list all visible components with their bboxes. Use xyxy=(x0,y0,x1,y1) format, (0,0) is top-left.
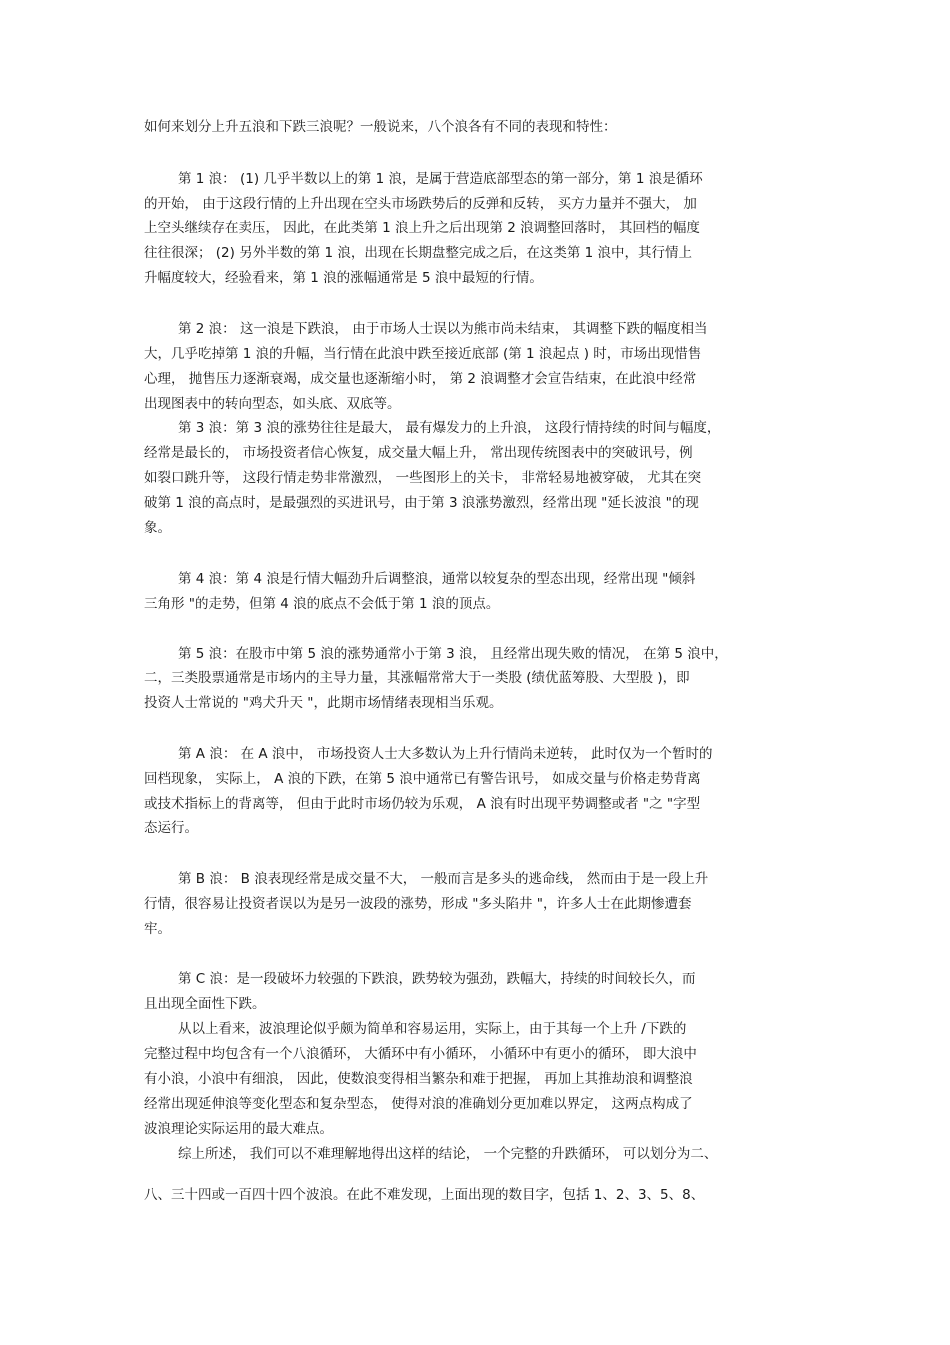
intro-line: 如何来划分上升五浪和下跌三浪呢？一般说来，八个浪各有不同的表现和特性： xyxy=(144,119,617,135)
wave3-line-4: 破第 1 浪的高点时，是最强烈的买进讯号，由于第 3 浪涨势激烈，经常出现 "延长波浪 "的现 xyxy=(144,495,699,511)
waveB-line-3: 牢。 xyxy=(144,921,171,937)
summary-line-4: 经常出现延伸浪等变化型态和复杂型态， 使得对浪的准确划分更加难以界定， 这两点构成了 xyxy=(144,1096,693,1112)
waveA-line-1: 第 A 浪： 在 A 浪中， 市场投资人士大多数认为上升行情尚未逆转， 此时仅为一个暂时的 xyxy=(178,746,713,762)
wave5-line-3: 投资人士常说的 "鸡犬升天 "，此期市场情绪表现相当乐观。 xyxy=(144,695,503,711)
waveB-line-1: 第 B 浪： B 浪表现经常是成交量不大， 一般而言是多头的逃命线， 然而由于是一段上升 xyxy=(178,871,709,887)
wave2-line-3: 心理， 抛售压力逐渐衰竭，成交量也逐渐缩小时， 第 2 浪调整才会宣告结束，在此浪中经常 xyxy=(144,371,697,387)
wave5-line-1: 第 5 浪：在股市中第 5 浪的涨势通常小于第 3 浪， 且经常出现失败的情况， 在第 5 浪中， xyxy=(178,646,728,662)
wave1-line-4: 往往很深； (2) 另外半数的第 1 浪，出现在长期盘整完成之后，在这类第 1 浪中，其行情上 xyxy=(144,245,693,261)
waveB-line-2: 行情，很容易让投资者误以为是另一波段的涨势，形成 "多头陷井 "，许多人士在此期惨遭套 xyxy=(144,896,692,912)
waveA-line-4: 态运行。 xyxy=(144,820,198,836)
wave4-line-2: 三角形 "的走势，但第 4 浪的底点不会低于第 1 浪的顶点。 xyxy=(144,596,500,612)
wave1-line-5: 升幅度较大，经验看来，第 1 浪的涨幅通常是 5 浪中最短的行情。 xyxy=(144,270,543,286)
summary-line-2: 完整过程中均包含有一个八浪循环， 大循环中有小循环， 小循环中有更小的循环， 即大浪中 xyxy=(144,1046,697,1062)
summary-line-3: 有小浪，小浪中有细浪， 因此，使数浪变得相当繁杂和难于把握， 再加上其推劫浪和调整浪 xyxy=(144,1071,693,1087)
wave1-line-1: 第 1 浪： (1) 几乎半数以上的第 1 浪，是属于营造底部型态的第一部分，第 1 浪是循环 xyxy=(178,171,703,187)
wave3-line-2: 经常是最长的， 市场投资者信心恢复，成交量大幅上升， 常出现传统图表中的突破讯号，例 xyxy=(144,445,693,461)
conclusion-line-2: 八、三十四或一百四十四个波浪。在此不难发现，上面出现的数目字，包括 1、2、3、5、8、 xyxy=(144,1187,705,1203)
waveA-line-3: 或技术指标上的背离等， 但由于此时市场仍较为乐观， A 浪有时出现平势调整或者 "之 "字型 xyxy=(144,796,701,812)
wave3-line-5: 象。 xyxy=(144,520,171,536)
wave1-line-3: 上空头继续存在卖压， 因此，在此类第 1 浪上升之后出现第 2 浪调整回落时， 其回档的幅度 xyxy=(144,220,700,236)
wave2-line-4: 出现图表中的转向型态，如头底、双底等。 xyxy=(144,396,401,412)
wave4-line-1: 第 4 浪：第 4 浪是行情大幅劲升后调整浪，通常以较复杂的型态出现，经常出现 "倾斜 xyxy=(178,571,696,587)
waveC-line-1: 第 C 浪：是一段破坏力较强的下跌浪，跌势较为强劲，跌幅大，持续的时间较长久，而 xyxy=(178,971,696,987)
summary-line-1: 从以上看来，波浪理论似乎颇为简单和容易运用，实际上，由于其每一个上升 /下跌的 xyxy=(178,1021,687,1037)
wave1-line-2: 的开始， 由于这段行情的上升出现在空头市场跌势后的反弹和反转， 买方力量并不强大， 加 xyxy=(144,196,697,212)
wave2-line-1: 第 2 浪： 这一浪是下跌浪， 由于市场人士误以为熊市尚未结束， 其调整下跌的幅度相当 xyxy=(178,321,708,337)
wave5-line-2: 二，三类股票通常是市场内的主导力量，其涨幅常常大于一类股 (绩优蓝筹股、大型股 )，即 xyxy=(144,670,690,686)
wave2-line-2: 大，几乎吃掉第 1 浪的升幅，当行情在此浪中跌至接近底部 (第 1 浪起点 ) 时，市场出现惜售 xyxy=(144,346,702,362)
summary-line-5: 波浪理论实际运用的最大难点。 xyxy=(144,1121,333,1137)
waveC-line-2: 且出现全面性下跌。 xyxy=(144,996,266,1012)
conclusion-line-1: 综上所述， 我们可以不难理解地得出这样的结论， 一个完整的升跌循环， 可以划分为二、 xyxy=(178,1146,718,1162)
waveA-line-2: 回档现象， 实际上， A 浪的下跌，在第 5 浪中通常已有警告讯号， 如成交量与价格走势背离 xyxy=(144,771,701,787)
wave3-line-3: 如裂口跳升等， 这段行情走势非常激烈， 一些图形上的关卡， 非常轻易地被穿破， 尤其在突 xyxy=(144,470,702,486)
wave3-line-1: 第 3 浪：第 3 浪的涨势往往是最大， 最有爆发力的上升浪， 这段行情持续的时间与幅度， xyxy=(178,420,721,436)
